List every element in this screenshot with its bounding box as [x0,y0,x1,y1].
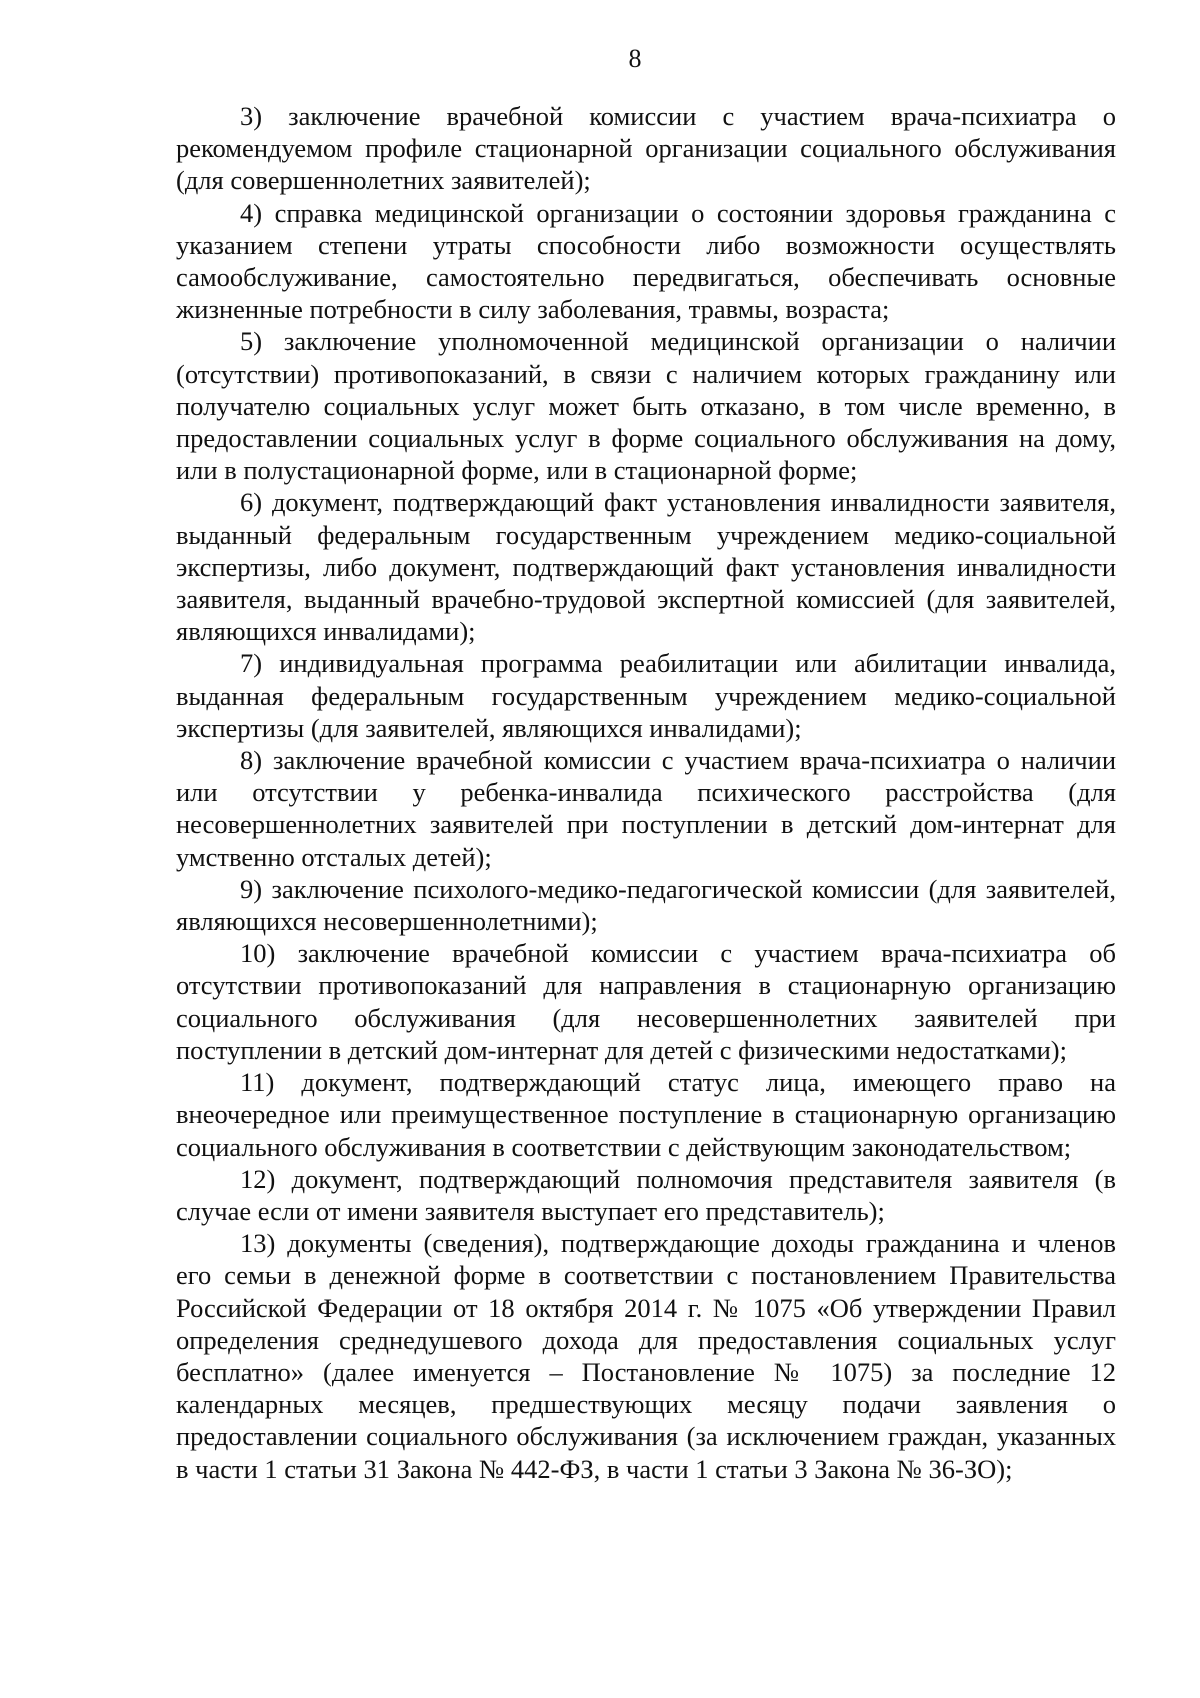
list-item-5: 5) заключение уполномоченной медицинской организации о наличии (отсутствии) противопоказаний, в связи с наличием которых гражданину или получателю социальных услуг может быть отказано, в том числе временно, в предоставлении социальных услуг в форме социального обслуживания на дому, или в полустационарной форме, или в стационарной форме; [176,326,1116,486]
list-item-3: 3) заключение врачебной комиссии с участием врача-психиатра о рекомендуемом профиле стационарной организации социального обслуживания (для совершеннолетних заявителей); [176,101,1116,196]
list-item-7: 7) индивидуальная программа реабилитации или абилитации инвалида, выданная федеральным государственным учреждением медико-социальной экспертизы (для заявителей, являющихся инвалидами); [176,648,1116,743]
list-item-13: 13) документы (сведения), подтверждающие доходы гражданина и членов его семьи в денежной форме в соответствии с постановлением Правительства Российской Федерации от 18 октября 2014 г. № 1075 «Об утверждении Правил определения среднедушевого дохода для предоставления социальных услуг бесплатно» (далее именуется – Постановление № 1075) за последние 12 календарных месяцев, предшествующих месяцу подачи заявления о предоставлении социального обслуживания (за исключением граждан, указанных в части 1 статьи 31 Закона № 442-ФЗ, в части 1 статьи 3 Закона № 36-ЗО); [176,1228,1116,1484]
list-item-12: 12) документ, подтверждающий полномочия представителя заявителя (в случае если от имени заявителя выступает его представитель); [176,1163,1116,1226]
list-item-8: 8) заключение врачебной комиссии с участием врача-психиатра о наличии или отсутствии у ребенка-инвалида психического расстройства (для несовершеннолетних заявителей при поступлении в детский дом-интернат для умственно отсталых детей); [176,745,1116,872]
list-item-11: 11) документ, подтверждающий статус лица, имеющего право на внеочередное или преимущественное поступление в стационарную организацию социального обслуживания в соответствии с действующим законодательством; [176,1067,1116,1162]
list-item-6: 6) документ, подтверждающий факт установления инвалидности заявителя, выданный федеральным государственным учреждением медико-социальной экспертизы, либо документ, подтверждающий факт установления инвалидности заявителя, выданный врачебно-трудовой экспертной комиссией (для заявителей, являющихся инвалидами); [176,487,1116,647]
page-number: 8 [628,44,642,73]
list-item-10: 10) заключение врачебной комиссии с участием врача-психиатра об отсутствии противопоказаний для направления в стационарную организацию социального обслуживания (для несовершеннолетних заявителей при поступлении в детский дом-интернат для детей с физическими недостатками); [176,938,1116,1065]
list-item-9: 9) заключение психолого-медико-педагогической комиссии (для заявителей, являющихся несовершеннолетними); [176,873,1116,937]
document-body [176,100,1116,1485]
list-item-4: 4) справка медицинской организации о состоянии здоровья гражданина с указанием степени утраты способности либо возможности осуществлять самообслуживание, самостоятельно передвигаться, обеспечивать основные жизненные потребности в силу заболевания, травмы, возраста; [176,197,1116,325]
